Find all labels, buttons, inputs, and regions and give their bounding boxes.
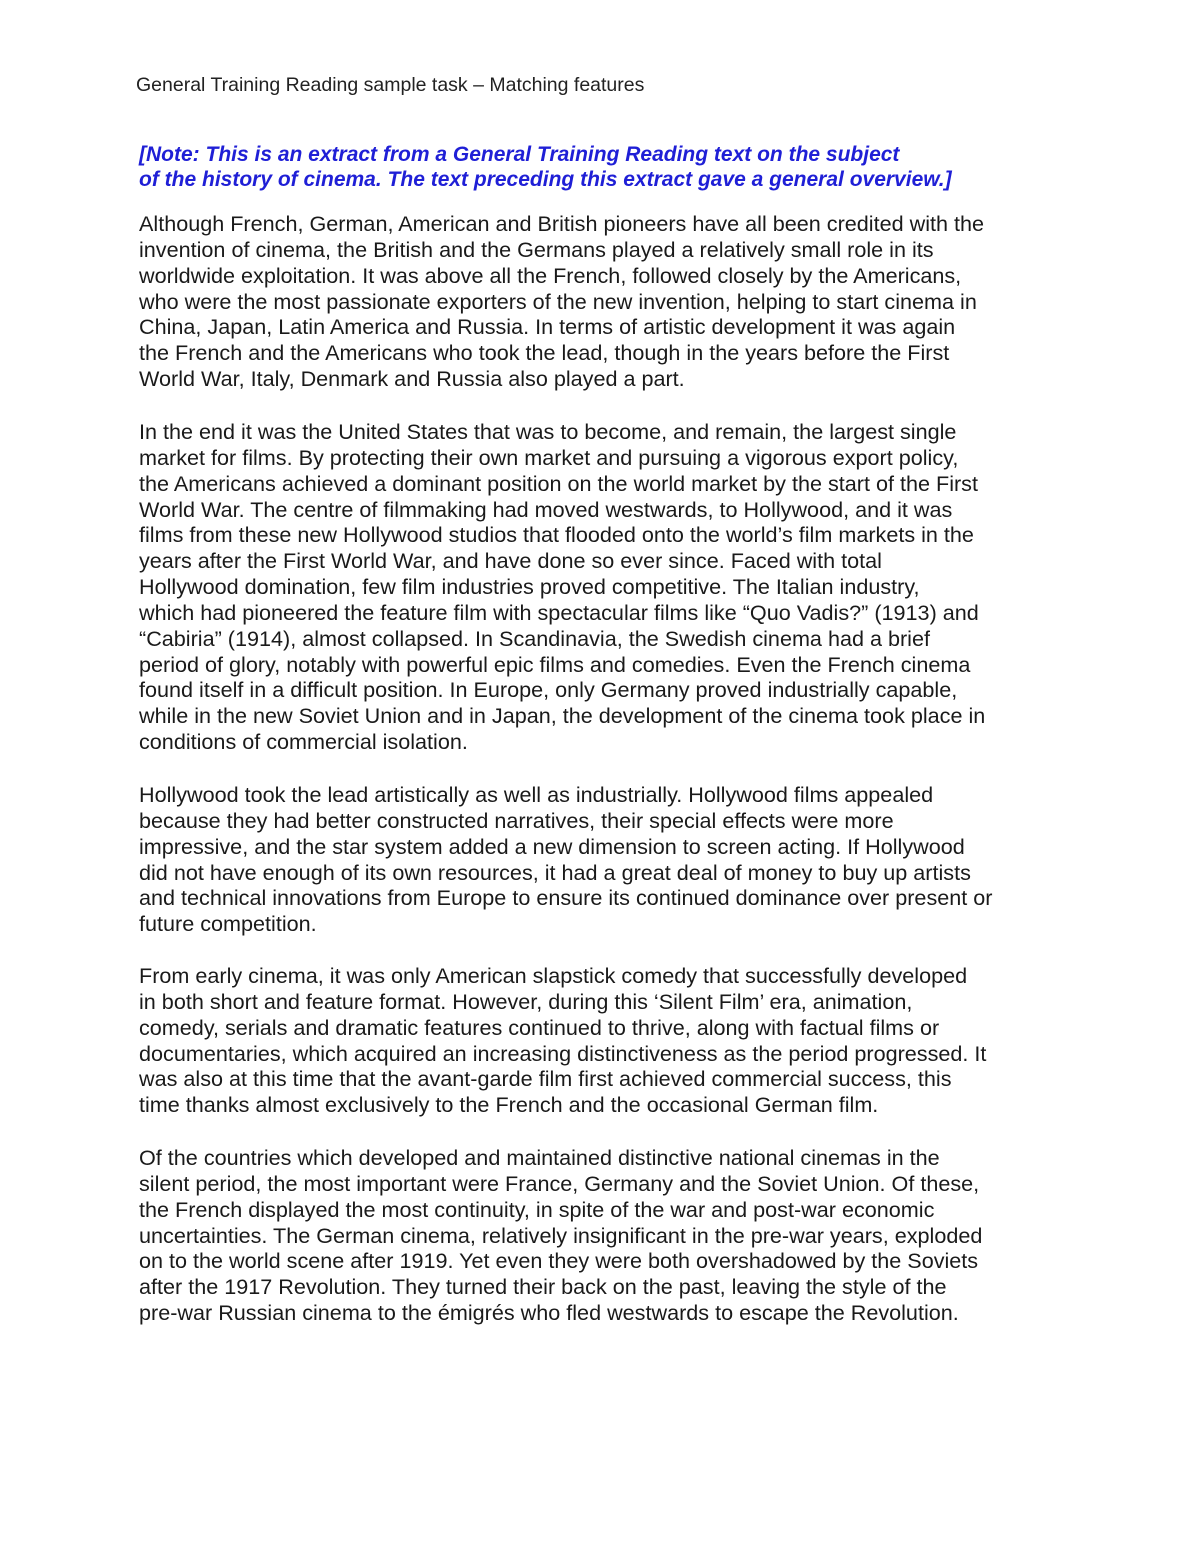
text-line: China, Japan, Latin America and Russia. In terms of artistic development it was again <box>139 314 956 340</box>
text-line: “Cabiria” (1914), almost collapsed. In Scandinavia, the Swedish cinema had a brief <box>139 625 930 651</box>
text-line: impressive, and the star system added a new dimension to screen acting. If Hollywood <box>139 833 965 859</box>
paragraph-5 <box>139 1145 1079 1326</box>
text-line: after the 1917 Revolution. They turned their back on the past, leaving the style of the <box>139 1274 947 1300</box>
text-line: the Americans achieved a dominant position on the world market by the start of the First <box>139 470 978 496</box>
text-line: worldwide exploitation. It was above all the French, followed closely by the Americans, <box>139 262 962 288</box>
text-line: and technical innovations from Europe to ensure its continued dominance over present or <box>139 885 993 911</box>
note-line: of the history of cinema. The text preceding this extract gave a general overview.] <box>139 168 952 191</box>
page-header: General Training Reading sample task – Matching features <box>136 74 645 96</box>
text-line: was also at this time that the avant-garde film first achieved commercial success, this <box>139 1066 952 1092</box>
text-line: Hollywood domination, few film industries proved competitive. The Italian industry, <box>139 574 920 600</box>
text-line: because they had better constructed narratives, their special effects were more <box>139 807 894 833</box>
text-line: In the end it was the United States that was to become, and remain, the largest single <box>139 419 957 444</box>
paragraph-4 <box>139 963 1079 1118</box>
text-line: invention of cinema, the British and the Germans played a relatively small role in its <box>139 236 934 262</box>
text-line: period of glory, notably with powerful epic films and comedies. Even the French cinema <box>139 651 971 677</box>
text-line: the French and the Americans who took the lead, though in the years before the First <box>139 340 950 366</box>
text-line: did not have enough of its own resources, it had a great deal of money to buy up artists <box>139 859 971 885</box>
text-line: Although French, German, American and British pioneers have all been credited with the <box>139 211 985 236</box>
text-line: World War, Italy, Denmark and Russia also played a part. <box>139 366 685 392</box>
editor-note <box>139 142 1059 192</box>
text-line: documentaries, which acquired an increasing distinctiveness as the period progressed. It <box>139 1040 987 1066</box>
text-line: which had pioneered the feature film with spectacular films like “Quo Vadis?” (1913) and <box>139 599 979 625</box>
text-line: conditions of commercial isolation. <box>139 729 468 755</box>
text-line: From early cinema, it was only American slapstick comedy that successfully developed <box>139 963 968 988</box>
text-line: silent period, the most important were France, Germany and the Soviet Union. Of these, <box>139 1170 980 1196</box>
text-line: on to the world scene after 1919. Yet even they were both overshadowed by the Soviets <box>139 1248 979 1274</box>
paragraph-1 <box>139 211 1079 392</box>
text-line: in both short and feature format. However, during this ‘Silent Film’ era, animation, <box>139 988 913 1014</box>
text-line: World War. The centre of filmmaking had moved westwards, to Hollywood, and it was <box>139 496 953 522</box>
text-line: films from these new Hollywood studios that flooded onto the world’s film markets in the <box>139 522 974 548</box>
paragraph-3 <box>139 782 1079 937</box>
paragraph-2 <box>139 419 1079 755</box>
text-line: future competition. <box>139 911 317 937</box>
text-line: found itself in a difficult position. In Europe, only Germany proved industrially capable, <box>139 677 958 703</box>
text-line: comedy, serials and dramatic features continued to thrive, along with factual films or <box>139 1014 940 1040</box>
text-line: Hollywood took the lead artistically as well as industrially. Hollywood films appealed <box>139 782 934 807</box>
text-line: the French displayed the most continuity, in spite of the war and post-war economic <box>139 1196 935 1222</box>
text-line: years after the First World War, and have done so ever since. Faced with total <box>139 548 882 574</box>
text-line: market for films. By protecting their own market and pursuing a vigorous export policy, <box>139 444 959 470</box>
text-line: while in the new Soviet Union and in Japan, the development of the cinema took place in <box>139 703 986 729</box>
text-line: who were the most passionate exporters of the new invention, helping to start cinema in <box>139 288 977 314</box>
text-line: pre-war Russian cinema to the émigrés who fled westwards to escape the Revolution. <box>139 1300 959 1326</box>
text-line: uncertainties. The German cinema, relatively insignificant in the pre-war years, exploded <box>139 1222 983 1248</box>
note-line: [Note: This is an extract from a General Training Reading text on the subject <box>139 143 900 166</box>
text-line: Of the countries which developed and maintained distinctive national cinemas in the <box>139 1145 940 1170</box>
text-line: time thanks almost exclusively to the French and the occasional German film. <box>139 1092 879 1118</box>
